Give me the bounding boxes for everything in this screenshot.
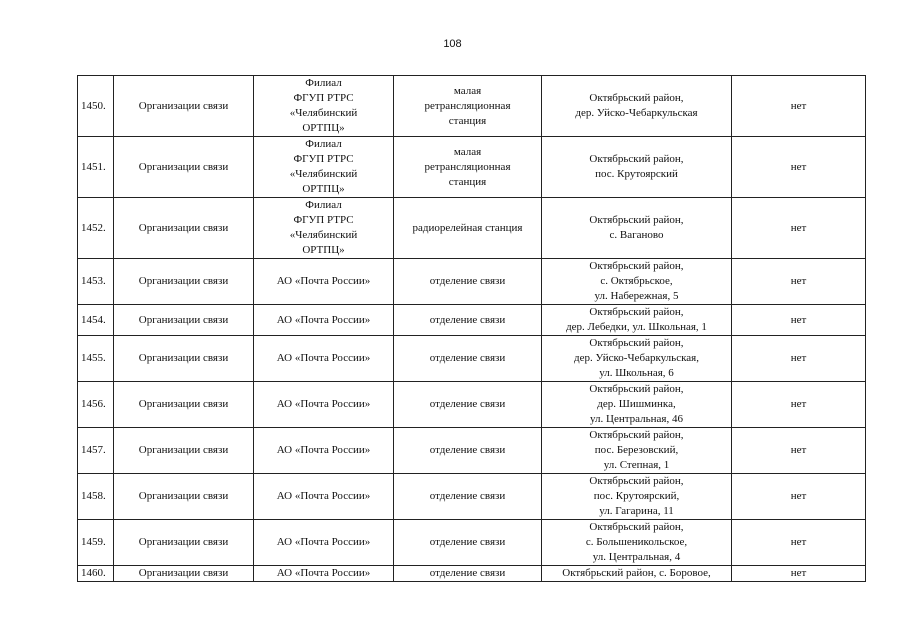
object-type-cell — [394, 198, 542, 259]
organization-cell-line: АО «Почта России» — [276, 567, 371, 579]
value-cell: нет — [732, 474, 866, 520]
object-type-cell-line: станция — [448, 175, 487, 188]
row-number-cell: 1451. — [78, 137, 114, 198]
object-type-cell-line: отделение связи — [429, 398, 506, 410]
object-type-cell — [394, 474, 542, 520]
category-cell: Организации связи — [114, 428, 254, 474]
category-cell: Организации связи — [114, 336, 254, 382]
address-cell — [542, 76, 732, 137]
organization-cell-line: АО «Почта России» — [276, 398, 371, 410]
object-type-cell — [394, 428, 542, 474]
row-number-cell: 1459. — [78, 520, 114, 566]
organization-cell — [254, 382, 394, 428]
address-cell-line: ул. Набережная, 5 — [594, 290, 679, 302]
table-row — [78, 566, 866, 582]
value-cell: нет — [732, 382, 866, 428]
address-cell-line: Октябрьский район, — [589, 475, 684, 487]
table-row — [78, 259, 866, 305]
organization-cell-line: АО «Почта России» — [276, 444, 371, 456]
address-cell — [542, 382, 732, 428]
object-type-cell — [394, 76, 542, 137]
address-cell — [542, 259, 732, 305]
category-cell: Организации связи — [114, 305, 254, 336]
object-type-cell — [394, 382, 542, 428]
value-cell: нет — [732, 428, 866, 474]
organization-cell — [254, 336, 394, 382]
address-cell — [542, 520, 732, 566]
organization-cell-line: Филиал — [305, 199, 342, 211]
object-type-cell-line: ретрансляционная — [424, 160, 511, 173]
row-number-cell: 1456. — [78, 382, 114, 428]
row-number-cell: 1454. — [78, 305, 114, 336]
address-cell — [542, 336, 732, 382]
address-cell-line: Октябрьский район, — [589, 306, 684, 318]
table-row — [78, 336, 866, 382]
page-number: 108 — [443, 38, 462, 50]
address-cell-line: пос. Крутоярский, — [593, 490, 680, 502]
address-cell — [542, 428, 732, 474]
address-cell-line: пос. Крутоярский — [595, 168, 678, 180]
row-number-cell: 1457. — [78, 428, 114, 474]
organization-cell-line: ОРТПЦ» — [302, 244, 345, 256]
value-cell: нет — [732, 259, 866, 305]
value-cell: нет — [732, 76, 866, 137]
table-row — [78, 137, 866, 198]
category-cell: Организации связи — [114, 520, 254, 566]
organization-cell-line: АО «Почта России» — [276, 275, 371, 287]
organization-cell-line: «Челябинский — [289, 229, 358, 241]
address-cell-line: дер. Шишминка, — [597, 398, 676, 410]
organization-cell — [254, 566, 394, 582]
address-cell — [542, 198, 732, 259]
value-cell: нет — [732, 137, 866, 198]
value-cell: нет — [732, 198, 866, 259]
object-type-cell-line: отделение связи — [429, 352, 506, 364]
object-type-cell — [394, 305, 542, 336]
table-body — [78, 76, 866, 582]
object-type-cell-line: малая — [453, 145, 482, 158]
table-row — [78, 198, 866, 259]
object-type-cell — [394, 259, 542, 305]
address-cell-line: Октябрьский район, — [589, 92, 684, 104]
organization-cell-line: ОРТПЦ» — [302, 183, 345, 195]
row-number-cell: 1458. — [78, 474, 114, 520]
table-row — [78, 428, 866, 474]
organization-cell-line: Филиал — [305, 77, 342, 89]
organization-cell-line: АО «Почта России» — [276, 490, 371, 502]
value-cell: нет — [732, 566, 866, 582]
row-number-cell: 1452. — [78, 198, 114, 259]
object-type-cell-line: отделение связи — [429, 536, 506, 548]
object-type-cell-line: отделение связи — [429, 313, 506, 326]
organization-cell-line: АО «Почта России» — [276, 352, 371, 364]
object-type-cell-line: отделение связи — [429, 444, 506, 456]
organization-cell-line: ФГУП РТРС — [293, 153, 354, 165]
object-type-cell-line: ретрансляционная — [424, 99, 511, 112]
category-cell: Организации связи — [114, 76, 254, 137]
object-type-cell-line: радиорелейная станция — [412, 221, 523, 234]
organization-cell-line: «Челябинский — [289, 107, 358, 119]
table-row — [78, 382, 866, 428]
address-cell-line: Октябрьский район, — [589, 521, 684, 533]
row-number-cell: 1455. — [78, 336, 114, 382]
object-type-cell-line: отделение связи — [429, 275, 506, 287]
category-cell: Организации связи — [114, 137, 254, 198]
address-cell-line: ул. Центральная, 4 — [592, 551, 681, 563]
category-cell: Организации связи — [114, 198, 254, 259]
organization-cell-line: ФГУП РТРС — [293, 92, 354, 104]
address-cell-line: ул. Степная, 1 — [603, 459, 670, 471]
object-type-cell — [394, 336, 542, 382]
address-cell-line: ул. Центральная, 46 — [590, 413, 683, 425]
table-row — [78, 520, 866, 566]
organization-cell — [254, 474, 394, 520]
organization-cell-line: «Челябинский — [289, 168, 358, 180]
address-cell-line: с. Ваганово — [609, 229, 664, 241]
address-cell-line: пос. Березовский, — [594, 444, 679, 456]
row-number-cell: 1453. — [78, 259, 114, 305]
object-type-cell-line: отделение связи — [429, 567, 506, 579]
object-type-cell-line: малая — [453, 84, 482, 97]
organization-cell — [254, 76, 394, 137]
table-row — [78, 305, 866, 336]
address-cell-line: Октябрьский район, — [589, 260, 684, 272]
organization-cell — [254, 137, 394, 198]
registry-table — [77, 75, 866, 582]
value-cell: нет — [732, 336, 866, 382]
address-cell-line: Октябрьский район, — [589, 383, 684, 395]
object-type-cell — [394, 520, 542, 566]
category-cell: Организации связи — [114, 566, 254, 582]
organization-cell — [254, 259, 394, 305]
address-cell-line: Октябрьский район, — [589, 337, 684, 349]
address-cell — [542, 474, 732, 520]
organization-cell — [254, 305, 394, 336]
address-cell-line: Октябрьский район, — [589, 214, 684, 226]
address-cell-line: дер. Уйско-Чебаркульская, — [574, 352, 699, 364]
address-cell-line: с. Октябрьское, — [600, 275, 673, 287]
organization-cell-line: Филиал — [305, 138, 342, 150]
organization-cell-line: АО «Почта России» — [276, 313, 371, 326]
object-type-cell-line: станция — [448, 114, 487, 127]
row-number-cell: 1450. — [78, 76, 114, 137]
organization-cell-line: АО «Почта России» — [276, 536, 371, 548]
category-cell: Организации связи — [114, 259, 254, 305]
category-cell: Организации связи — [114, 382, 254, 428]
organization-cell — [254, 520, 394, 566]
address-cell-line: Октябрьский район, с. Боровое, — [562, 567, 711, 579]
organization-cell-line: ОРТПЦ» — [302, 122, 345, 134]
address-cell-line: дер. Уйско-Чебаркульская — [575, 107, 698, 119]
value-cell: нет — [732, 520, 866, 566]
table-row — [78, 76, 866, 137]
object-type-cell — [394, 566, 542, 582]
address-cell-line: с. Большеникольское, — [585, 536, 688, 548]
object-type-cell-line: отделение связи — [429, 490, 506, 502]
address-cell-line: дер. Лебедки, ул. Школьная, 1 — [566, 321, 707, 333]
address-cell — [542, 566, 732, 582]
organization-cell-line: ФГУП РТРС — [293, 214, 354, 226]
category-cell: Организации связи — [114, 474, 254, 520]
object-type-cell — [394, 137, 542, 198]
address-cell-line: Октябрьский район, — [589, 153, 684, 165]
value-cell: нет — [732, 305, 866, 336]
table-row — [78, 474, 866, 520]
organization-cell — [254, 198, 394, 259]
row-number-cell: 1460. — [78, 566, 114, 582]
address-cell-line: Октябрьский район, — [589, 429, 684, 441]
address-cell — [542, 137, 732, 198]
address-cell-line: ул. Гагарина, 11 — [599, 505, 674, 517]
address-cell — [542, 305, 732, 336]
address-cell-line: ул. Школьная, 6 — [599, 367, 674, 379]
organization-cell — [254, 428, 394, 474]
